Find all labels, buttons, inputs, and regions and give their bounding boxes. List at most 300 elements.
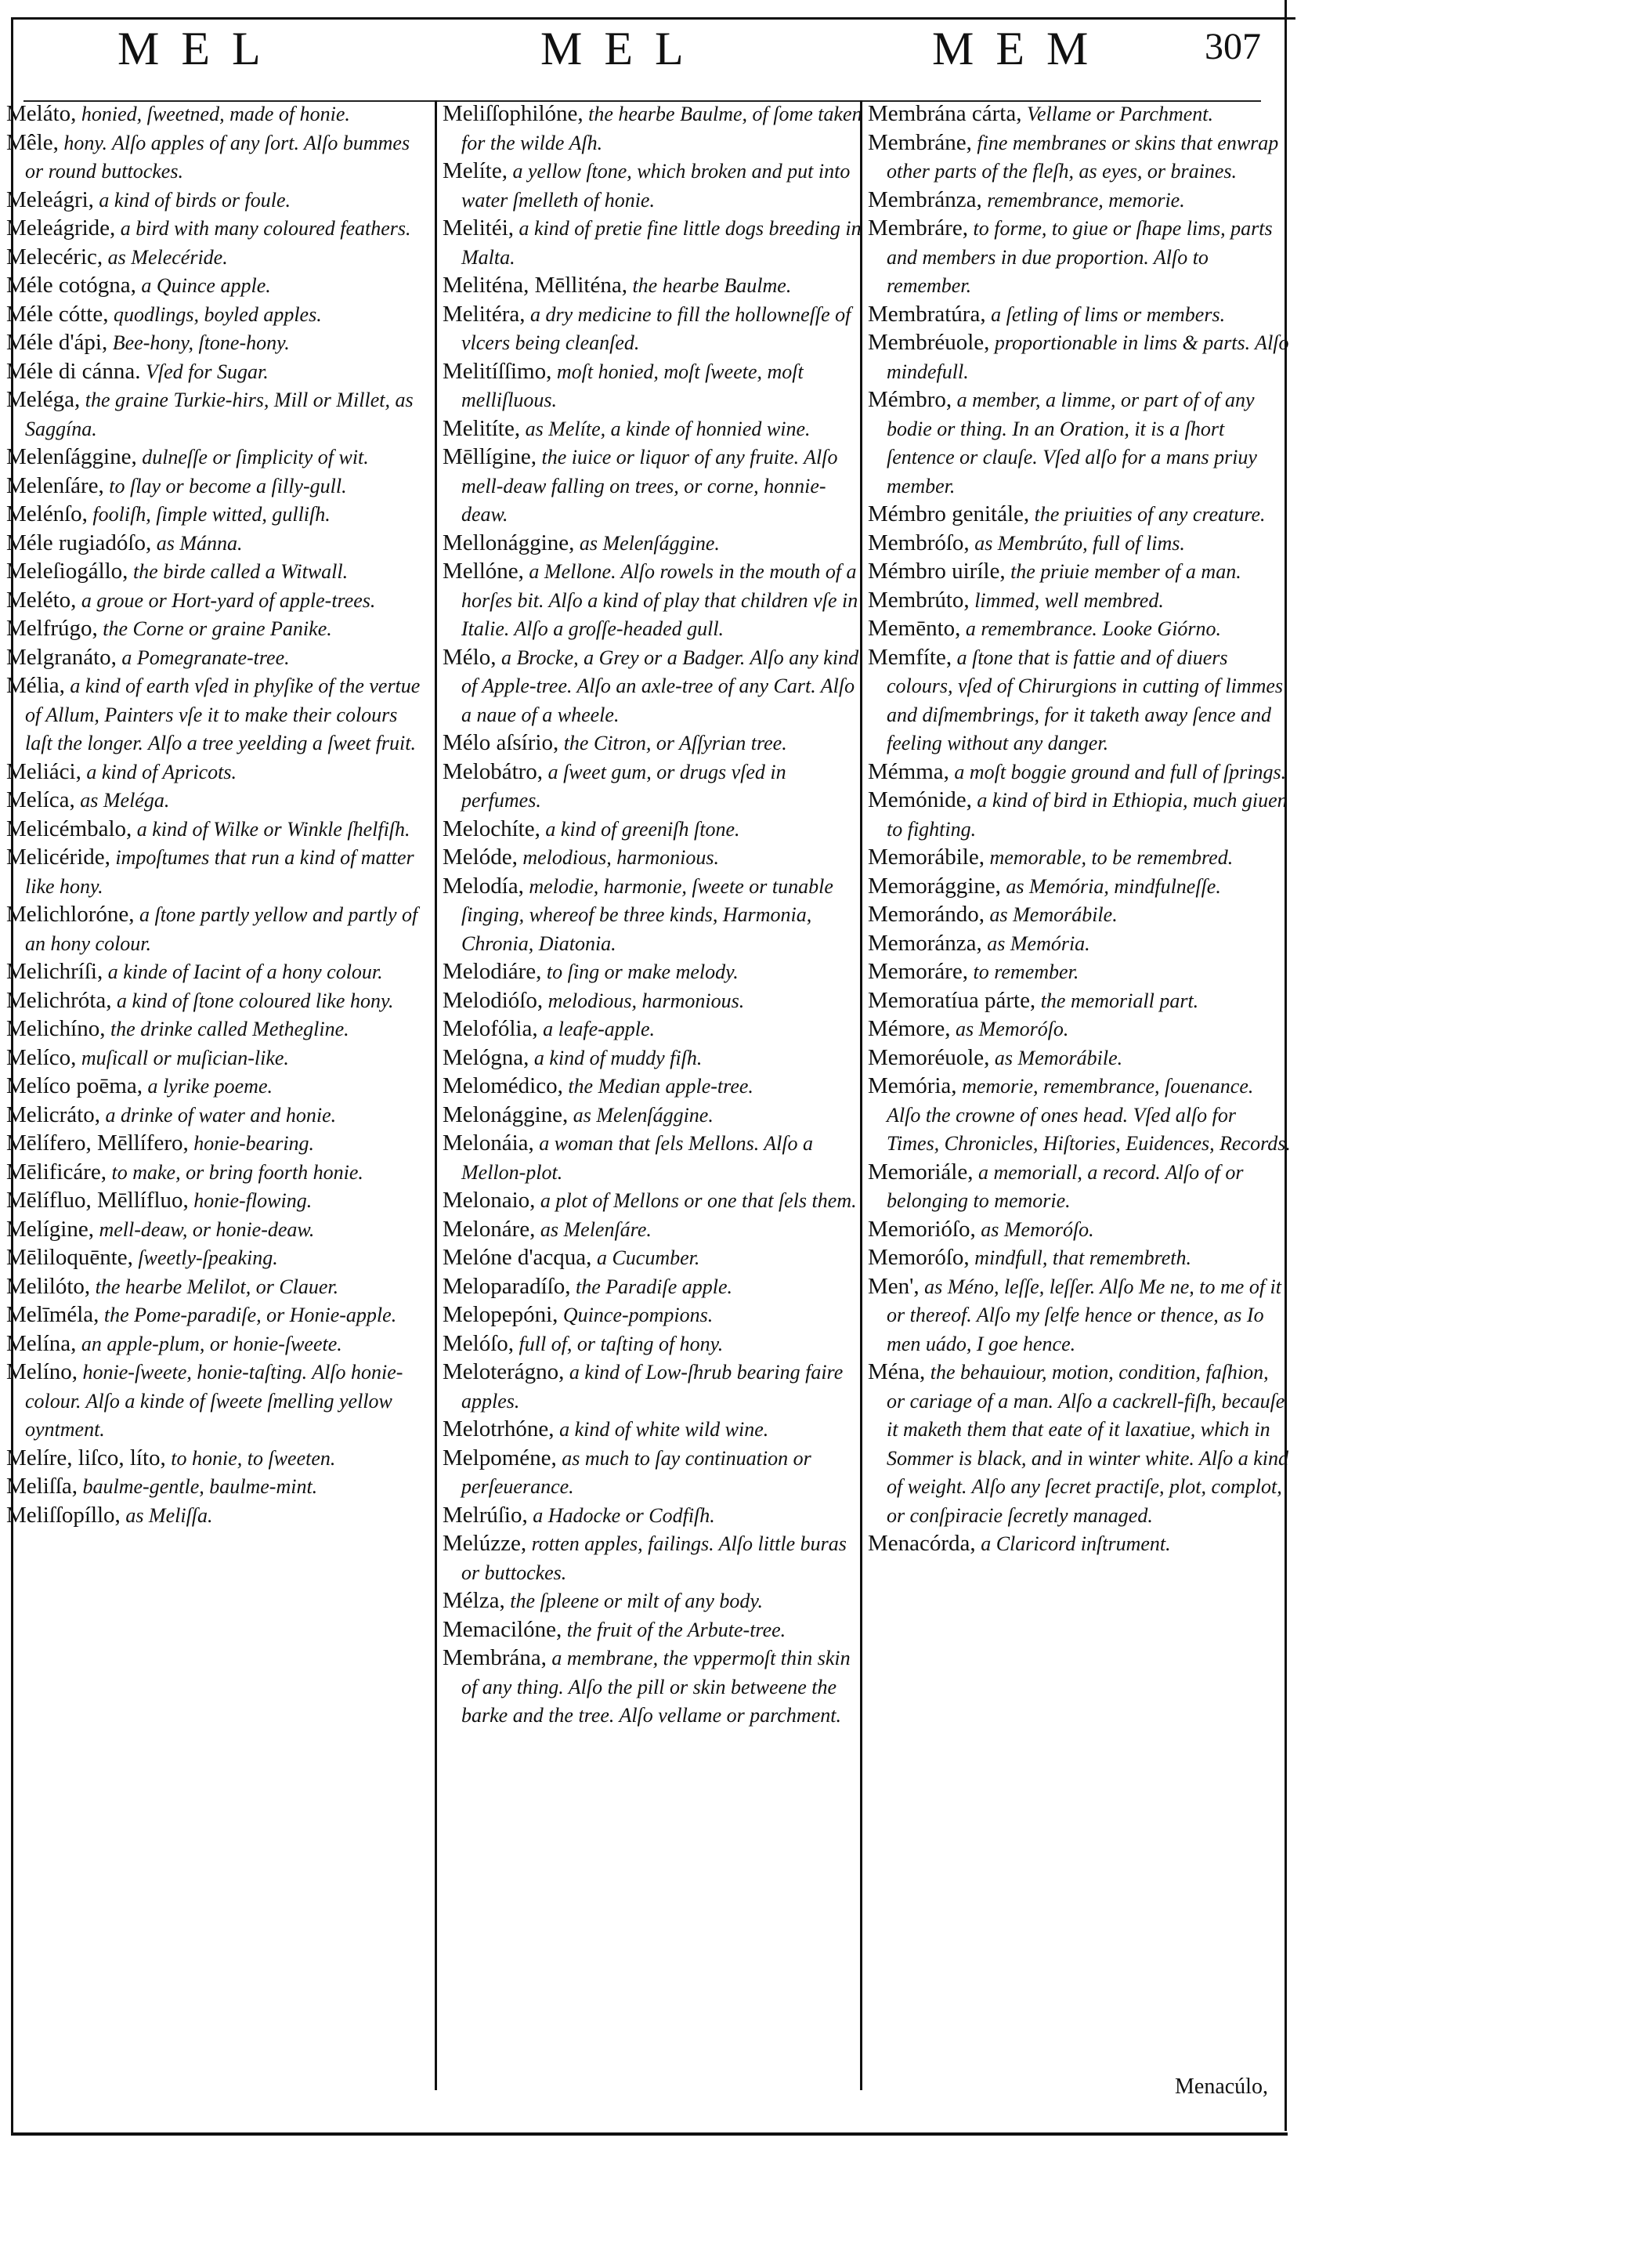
dictionary-entry <box>6 615 429 644</box>
entry-definition: a yellow ſtone, which broken and put into water ſmelleth of honie. <box>461 160 851 212</box>
entry-definition: the birde called a Witwall. <box>128 560 349 583</box>
entry-definition: mell-deaw, or honie-deaw. <box>93 1217 315 1241</box>
dictionary-entry <box>443 157 865 215</box>
entry-headword: Melenſággine, <box>6 444 137 469</box>
entry-definition: dulneſſe or ſimplicity of wit. <box>136 446 369 468</box>
entry-headword: Méle rugiadóſo, <box>6 530 152 555</box>
entry-definition: a drinke of water and honie. <box>99 1103 337 1127</box>
entry-headword: Melomédico, <box>443 1073 563 1098</box>
dictionary-entry <box>6 1216 429 1245</box>
entry-definition: Vſed for Sugar. <box>140 360 269 383</box>
dictionary-entry <box>443 644 865 730</box>
dictionary-entry <box>443 1530 865 1587</box>
entry-definition: rotten apples, failings. Alſo little buras or buttockes. <box>461 1532 847 1584</box>
dictionary-entry <box>443 1416 865 1445</box>
entry-headword: Memónide, <box>868 787 972 812</box>
entry-definition: to forme, to giue or ſhape lims, parts and members in due proportion. Alſo to remember. <box>887 217 1273 297</box>
dictionary-entry <box>443 358 865 415</box>
entry-headword: Memoratíua párte, <box>868 987 1036 1013</box>
entry-headword: Meliſſophilóne, <box>443 101 584 126</box>
dictionary-entry <box>6 501 429 530</box>
entry-definition: a plot of Mellons or one that ſels them. <box>535 1189 857 1212</box>
entry-definition: moſt honied, moſt ſweete, moſt melliſluous. <box>461 360 804 411</box>
dictionary-entry <box>443 844 865 873</box>
dictionary-entry <box>443 443 865 530</box>
dictionary-entry <box>6 215 429 244</box>
entry-headword: Melonáia, <box>443 1130 534 1156</box>
entry-definition: as Memoróſo. <box>950 1018 1069 1040</box>
entry-definition: a groue or Hort-yard of apple-trees. <box>76 588 376 612</box>
dictionary-entry <box>6 816 429 845</box>
entry-headword: Melichróta, <box>6 987 112 1013</box>
entry-headword: Melodía, <box>443 873 524 899</box>
entry-headword: Meloterágno, <box>443 1359 565 1384</box>
dictionary-entry <box>6 1273 429 1302</box>
entry-headword: Melíco, <box>6 1044 77 1070</box>
catchword: Menacúlo, <box>1175 2074 1268 2099</box>
entry-headword: Melicéride, <box>6 845 110 870</box>
entry-definition: the memoriall part. <box>1035 989 1199 1012</box>
entry-headword: Meleſiogállo, <box>6 559 128 584</box>
dictionary-entry <box>443 816 865 845</box>
entry-definition: a membrane, the vppermoſt thin skin of any thing. Alſo the pill or skin betweene the barke and the tree. Alſo vellame or parchment. <box>461 1647 851 1727</box>
dictionary-entry <box>6 1358 429 1445</box>
dictionary-entry <box>6 1159 429 1188</box>
dictionary-entry <box>868 844 1291 873</box>
dictionary-entry <box>443 1301 865 1330</box>
entry-definition: baulme-gentle, baulme-mint. <box>78 1475 318 1498</box>
entry-headword: Melīméla, <box>6 1302 99 1327</box>
entry-headword: Membráne, <box>868 129 972 155</box>
entry-definition: a ſweet gum, or drugs vſed in perfumes. <box>461 760 786 812</box>
dictionary-entry <box>443 415 865 444</box>
running-head-center: MEL <box>540 23 706 74</box>
dictionary-entry <box>868 501 1291 530</box>
entry-headword: Mémbro uiríle, <box>868 559 1006 584</box>
entry-definition: the Citron, or Aſſyrian tree. <box>558 732 787 754</box>
entry-headword: Méle d'ápi, <box>6 330 108 355</box>
entry-headword: Melichríſi, <box>6 959 103 984</box>
dictionary-entry <box>868 129 1291 186</box>
entry-definition: melodious, harmonious. <box>517 846 719 869</box>
dictionary-entry <box>443 1445 865 1502</box>
entry-definition: the iuice or liquor of any fruite. Alſo mell-deaw falling on trees, or corne, honnie-deaw. <box>461 446 838 526</box>
entry-headword: Melgranáto, <box>6 644 117 670</box>
entry-definition: a ſtone that is fattie and of diuers colours, vſed of Chirurgions in cutting of limmes and diſmembrings, for it taketh away ſence and feeling without any danger. <box>887 646 1284 754</box>
dictionary-entry <box>6 1015 429 1044</box>
dictionary-entry <box>868 1216 1291 1245</box>
dictionary-entry <box>868 901 1291 930</box>
entry-definition: honie-bearing. <box>188 1132 315 1155</box>
entry-definition: to make, or bring foorth honie. <box>107 1160 363 1184</box>
entry-definition: a kind of muddy fiſh. <box>529 1046 703 1069</box>
entry-headword: Memēnto, <box>868 616 961 641</box>
dictionary-entry <box>868 186 1291 215</box>
entry-headword: Mémbro genitále, <box>868 501 1030 526</box>
dictionary-entry <box>6 329 429 358</box>
entry-headword: Menacórda, <box>868 1531 976 1556</box>
entry-definition: memorable, to be remembred. <box>984 846 1234 869</box>
entry-headword: Meliſſopíllo, <box>6 1502 121 1528</box>
dictionary-entry <box>6 758 429 787</box>
dictionary-entry <box>868 1044 1291 1073</box>
entry-definition: as Memorábile. <box>985 903 1118 926</box>
entry-definition: muſicall or muſician-like. <box>76 1046 289 1069</box>
entry-definition: to remember. <box>968 960 1079 983</box>
entry-definition: a bird with many coloured feathers. <box>115 217 411 240</box>
entry-definition: the hearbe Melilot, or Clauer. <box>90 1275 339 1298</box>
entry-headword: Melfrúgo, <box>6 616 98 641</box>
dictionary-entry <box>868 987 1291 1016</box>
dictionary-entry <box>6 1445 429 1474</box>
entry-headword: Memoréuole, <box>868 1044 990 1070</box>
page-frame-top <box>11 17 1295 20</box>
entry-headword: Membróſo, <box>868 530 970 555</box>
dictionary-entry <box>443 1073 865 1101</box>
entry-definition: a woman that ſels Mellons. Alſo a Mellon-plot. <box>461 1132 814 1184</box>
entry-definition: the drinke called Methegline. <box>105 1018 349 1040</box>
entry-definition: a Hadocke or Codfiſh. <box>527 1503 715 1527</box>
entry-definition: the Median apple-tree. <box>562 1075 753 1098</box>
entry-headword: Melitíſſimo, <box>443 358 552 384</box>
entry-definition: memorie, remembrance, ſouenance. Alſo the crowne of ones head. Vſed alſo for Times, Chronicles, Hiſtories, Euidences, Records. <box>887 1075 1291 1155</box>
entry-headword: Membratúra, <box>868 301 986 327</box>
dictionary-entry <box>443 301 865 358</box>
entry-headword: Melonággine, <box>443 1101 569 1127</box>
entry-headword: Memorándo, <box>868 902 985 927</box>
dictionary-entry <box>443 1587 865 1616</box>
entry-definition: melodie, harmonie, ſweete or tunable ſinging, whereof be three kinds, Harmonia, Chronia, Diatonia. <box>461 874 833 955</box>
dictionary-entry <box>443 1216 865 1245</box>
entry-definition: to honie, to ſweeten. <box>165 1446 336 1470</box>
entry-definition: as Memorábile. <box>989 1046 1123 1069</box>
entry-headword: Melíca, <box>6 787 75 812</box>
dictionary-entry <box>443 873 865 959</box>
dictionary-entry <box>443 1244 865 1273</box>
entry-definition: a memoriall, a record. Alſo of or belonging to memorie. <box>887 1160 1244 1212</box>
entry-headword: Mémbro, <box>868 387 952 412</box>
entry-definition: a kind of Wilke or Winkle ſhelfiſh. <box>132 817 410 841</box>
dictionary-entry <box>443 530 865 559</box>
entry-headword: Melitíte, <box>443 415 521 441</box>
dictionary-entry <box>868 758 1291 787</box>
dictionary-entry <box>868 1159 1291 1216</box>
entry-headword: Mémma, <box>868 758 949 784</box>
entry-definition: as Memoróſo. <box>975 1217 1094 1241</box>
entry-definition: as Melenſággine. <box>574 531 720 555</box>
entry-headword: Melopepóni, <box>443 1302 558 1327</box>
entry-headword: Meleágri, <box>6 186 94 212</box>
dictionary-entry <box>6 186 429 215</box>
entry-headword: Melitéi, <box>443 215 515 241</box>
dictionary-entry <box>443 1101 865 1130</box>
dictionary-entry <box>6 787 429 816</box>
dictionary-entry <box>868 386 1291 501</box>
dictionary-entry <box>6 272 429 301</box>
entry-definition: as Memória. <box>981 931 1090 955</box>
dictionary-entry <box>6 530 429 559</box>
dictionary-entry <box>6 1301 429 1330</box>
entry-headword: Memória, <box>868 1073 957 1098</box>
dictionary-entry <box>868 301 1291 330</box>
dictionary-entry <box>868 329 1291 386</box>
entry-definition: melodious, harmonious. <box>543 989 745 1012</box>
entry-definition: Bee-hony, ſtone-hony. <box>107 331 290 354</box>
entry-headword: Melotrhóne, <box>443 1416 555 1441</box>
entry-headword: Mēlífluo, Mēllífluo, <box>6 1188 189 1213</box>
dictionary-entry <box>868 1358 1291 1530</box>
entry-headword: Melrúſio, <box>443 1502 528 1528</box>
entry-headword: Meléto, <box>6 587 77 613</box>
entry-headword: Melíno, <box>6 1359 78 1384</box>
entry-definition: the priuie member of a man. <box>1005 560 1241 583</box>
entry-headword: Mēlificáre, <box>6 1159 107 1185</box>
dictionary-entry <box>6 358 429 387</box>
dictionary-entry <box>443 1015 865 1044</box>
entry-headword: Mémore, <box>868 1016 951 1041</box>
entry-headword: Melúzze, <box>443 1531 527 1556</box>
dictionary-entry <box>868 615 1291 644</box>
entry-headword: Memorábile, <box>868 845 985 870</box>
dictionary-entry <box>443 958 865 987</box>
entry-definition: the graine Turkie-hirs, Mill or Millet, as Saggína. <box>25 389 414 440</box>
dictionary-entry <box>6 1073 429 1101</box>
entry-headword: Memoránza, <box>868 930 982 956</box>
entry-headword: Mélza, <box>443 1588 505 1613</box>
dictionary-entry <box>6 1044 429 1073</box>
entry-definition: a lyrike poeme. <box>142 1075 273 1098</box>
entry-definition: proportionable in lims & parts. Alſo mindefull. <box>887 331 1289 383</box>
entry-definition: an apple-plum, or honie-ſweete. <box>76 1332 342 1355</box>
entry-headword: Mélo, <box>443 644 497 670</box>
dictionary-entry <box>868 787 1291 844</box>
column-3 <box>868 100 1291 1559</box>
entry-headword: Memfíte, <box>868 644 952 670</box>
dictionary-entry <box>868 1273 1291 1359</box>
entry-definition: as much to ſay continuation or perſeuerance. <box>461 1446 811 1498</box>
dictionary-entry <box>868 958 1291 987</box>
entry-headword: Meláto, <box>6 101 77 126</box>
entry-definition: a kind of earth vſed in phyſike of the vertue of Allum, Painters vſe it to make their colours laſt the longer. Alſo a tree yeelding a ſweet fruit. <box>25 675 421 754</box>
entry-headword: Melodiáre, <box>443 959 542 984</box>
entry-definition: as Melecéride. <box>103 245 228 269</box>
dictionary-entry <box>443 1502 865 1531</box>
dictionary-entry <box>6 644 429 673</box>
dictionary-entry <box>868 1530 1291 1559</box>
dictionary-entry <box>6 1187 429 1216</box>
entry-headword: Mēliloquēnte, <box>6 1245 133 1270</box>
entry-definition: a kind of pretie fine little dogs breeding in Malta. <box>461 217 862 269</box>
dictionary-entry <box>443 215 865 272</box>
entry-definition: the fruit of the Arbute-tree. <box>562 1618 786 1641</box>
entry-headword: Melicémbalo, <box>6 816 132 841</box>
entry-headword: Memacilóne, <box>443 1616 562 1642</box>
dictionary-entry <box>443 1358 865 1416</box>
entry-definition: as Melenſággine. <box>568 1103 714 1127</box>
entry-headword: Melicráto, <box>6 1101 100 1127</box>
dictionary-entry <box>868 100 1291 129</box>
entry-headword: Meléga, <box>6 387 81 412</box>
page-number: 307 <box>1205 26 1261 67</box>
entry-definition: a Mellone. Alſo rowels in the mouth of a horſes bit. Alſo a kind of play that children vſe in Italie. Alſo a groſſe-headed gull. <box>461 560 858 640</box>
entry-definition: honie-flowing. <box>188 1189 313 1212</box>
dictionary-entry <box>6 244 429 273</box>
dictionary-entry <box>443 729 865 758</box>
entry-headword: Membrána, <box>443 1645 547 1670</box>
entry-headword: Melobátro, <box>443 758 544 784</box>
entry-headword: Men', <box>868 1273 920 1299</box>
entry-headword: Melíco poēma, <box>6 1073 143 1098</box>
entry-definition: fooliſh, ſimple witted, gulliſh. <box>87 503 331 526</box>
entry-definition: the behauiour, motion, condition, faſhion, or cariage of a man. Alſo a cackrell-fiſh, becauſe it maketh them that eate of it laxatiue, which in Sommer is black, and in winter white. Alſo a kind of weight. Alſo any ſecret practiſe, plot, complot, or conſpiracie ſecretly managed. <box>887 1361 1288 1527</box>
entry-headword: Mêle, <box>6 129 59 155</box>
dictionary-entry <box>6 1502 429 1531</box>
dictionary-entry <box>6 100 429 129</box>
column-1 <box>6 100 429 1530</box>
entry-definition: a kind of Apricots. <box>81 760 237 783</box>
entry-headword: Mellóne, <box>443 559 524 584</box>
entry-headword: Melóde, <box>443 845 518 870</box>
dictionary-entry <box>443 100 865 157</box>
dictionary-entry <box>6 901 429 958</box>
entry-definition: as Memória, mindfulneſſe. <box>1000 874 1221 898</box>
entry-headword: Melitéra, <box>443 301 526 327</box>
entry-definition: a kind of greeniſh ſtone. <box>540 817 740 841</box>
entry-headword: Melodióſo, <box>443 987 544 1013</box>
entry-definition: a kind of birds or foule. <box>93 188 291 212</box>
entry-definition: a kinde of Iacint of a hony colour. <box>103 960 383 983</box>
column-2 <box>443 100 865 1731</box>
entry-definition: quodlings, boyled apples. <box>108 302 322 326</box>
entry-definition: remembrance, memorie. <box>981 188 1185 212</box>
dictionary-entry <box>868 873 1291 902</box>
entry-definition: hony. Alſo apples of any ſort. Alſo bummes or round buttockes. <box>25 131 410 183</box>
column-separator-1 <box>435 100 437 2090</box>
entry-headword: Melonaio, <box>443 1188 536 1213</box>
dictionary-entry <box>443 1330 865 1359</box>
entry-definition: as Meléga. <box>74 789 170 812</box>
entry-definition: to ſlay or become a ſilly-gull. <box>103 474 347 497</box>
dictionary-entry <box>6 1473 429 1502</box>
entry-headword: Meleágride, <box>6 215 116 241</box>
entry-headword: Méle cótte, <box>6 301 109 327</box>
entry-definition: a kind of Low-ſhrub bearing faire apples. <box>461 1361 844 1413</box>
dictionary-entry <box>6 558 429 587</box>
dictionary-entry <box>6 443 429 472</box>
entry-headword: Membrána cárta, <box>868 101 1022 126</box>
entry-definition: limmed, well membred. <box>969 588 1164 612</box>
entry-definition: fine membranes or skins that enwrap other parts of the fleſh, as eyes, or braines. <box>887 131 1279 183</box>
dictionary-entry <box>6 672 429 758</box>
entry-headword: Memoróſo, <box>868 1245 970 1270</box>
entry-definition: a ſetling of lims or members. <box>985 302 1226 326</box>
entry-definition: as Membrúto, full of lims. <box>969 531 1185 555</box>
dictionary-entry <box>6 1330 429 1359</box>
dictionary-entry <box>6 844 429 901</box>
entry-definition: as Melíte, a kinde of honnied wine. <box>520 417 811 440</box>
running-head-right: MEM <box>932 23 1111 74</box>
entry-definition: a Cucumber. <box>591 1246 700 1269</box>
entry-headword: Mēllígine, <box>443 444 537 469</box>
entry-definition: the Paradiſe apple. <box>570 1275 732 1298</box>
dictionary-entry <box>868 558 1291 587</box>
dictionary-entry <box>6 129 429 186</box>
entry-definition: the Pome-paradiſe, or Honie-apple. <box>99 1304 397 1326</box>
entry-headword: Melóne d'acqua, <box>443 1245 592 1270</box>
dictionary-entry <box>6 987 429 1016</box>
dictionary-entry <box>443 1044 865 1073</box>
entry-definition: a Quince apple. <box>136 274 271 297</box>
entry-headword: Meliténa, Mēlliténa, <box>443 273 627 298</box>
entry-definition: a dry medicine to fill the hollowneſſe of vlcers being cleanſed. <box>461 302 851 354</box>
dictionary-entry <box>443 1187 865 1216</box>
entry-headword: Melína, <box>6 1330 77 1356</box>
entry-definition: as Melenſáre. <box>535 1217 652 1241</box>
entry-definition: the ſpleene or milt of any body. <box>504 1590 763 1612</box>
dictionary-entry <box>6 1130 429 1159</box>
entry-headword: Méle cotógna, <box>6 273 136 298</box>
entry-headword: Ména, <box>868 1359 926 1384</box>
entry-headword: Melpoméne, <box>443 1445 557 1470</box>
entry-definition: a member, a limme, or part of of any bodie or thing. In an Oration, it is a ſhort ſentence or clauſe. Vſed alſo for a mans priuy member. <box>887 389 1257 497</box>
entry-headword: Memoráre, <box>868 959 969 984</box>
entry-headword: Meloparadíſo, <box>443 1273 571 1299</box>
entry-definition: Vellame or Parchment. <box>1021 103 1213 125</box>
entry-definition: impoſtumes that run a kind of matter like hony. <box>25 846 414 898</box>
dictionary-entry <box>443 1616 865 1645</box>
entry-definition: a kind of white wild wine. <box>554 1418 769 1441</box>
entry-definition: the hearbe Baulme, of ſome taken for the wilde Aſh. <box>461 103 862 154</box>
entry-definition: a leafe-apple. <box>537 1018 656 1040</box>
dictionary-entry <box>6 301 429 330</box>
entry-headword: Méle di cánna. <box>6 358 141 384</box>
dictionary-entry <box>6 587 429 616</box>
entry-definition: a kind of bird in Ethiopia, much giuen to fighting. <box>887 789 1288 841</box>
entry-headword: Melichloróne, <box>6 902 135 927</box>
entry-headword: Melichíno, <box>6 1016 106 1041</box>
running-head-left: MEL <box>117 23 283 74</box>
dictionary-entry <box>868 1073 1291 1159</box>
page-frame-bottom <box>11 2132 1288 2136</box>
entry-definition: as Méno, leſſe, leſſer. Alſo Me ne, to me of it or thereof. Alſo my ſelfe hence or thence, as Io men uádo, I goe hence. <box>887 1275 1282 1355</box>
dictionary-entry <box>6 386 429 443</box>
entry-definition: a kind of ſtone coloured like hony. <box>111 989 394 1012</box>
dictionary-entry <box>6 1101 429 1130</box>
entry-definition: mindfull, that remembreth. <box>969 1246 1192 1269</box>
dictionary-entry <box>443 1273 865 1302</box>
entry-headword: Melonáre, <box>443 1216 536 1242</box>
dictionary-entry <box>6 472 429 501</box>
dictionary-entry <box>868 930 1291 959</box>
entry-definition: the hearbe Baulme. <box>627 274 792 297</box>
entry-headword: Melochíte, <box>443 816 540 841</box>
entry-headword: Membréuole, <box>868 330 990 355</box>
entry-definition: a moſt boggie ground and full of ſprings. <box>948 760 1287 783</box>
entry-definition: Quince-pompions. <box>558 1304 714 1326</box>
entry-headword: Meliáci, <box>6 758 81 784</box>
dictionary-entry <box>868 1244 1291 1273</box>
entry-headword: Membrúto, <box>868 587 970 613</box>
dictionary-entry <box>868 644 1291 758</box>
entry-headword: Memoriále, <box>868 1159 974 1185</box>
dictionary-entry <box>443 558 865 644</box>
entry-definition: honied, ſweetned, made of honie. <box>76 103 350 125</box>
entry-definition: to ſing or make melody. <box>541 960 739 983</box>
dictionary-entry <box>443 272 865 301</box>
dictionary-entry <box>443 758 865 816</box>
entry-headword: Mēlífero, Mēllífero, <box>6 1130 189 1156</box>
entry-headword: Memorióſo, <box>868 1216 976 1242</box>
